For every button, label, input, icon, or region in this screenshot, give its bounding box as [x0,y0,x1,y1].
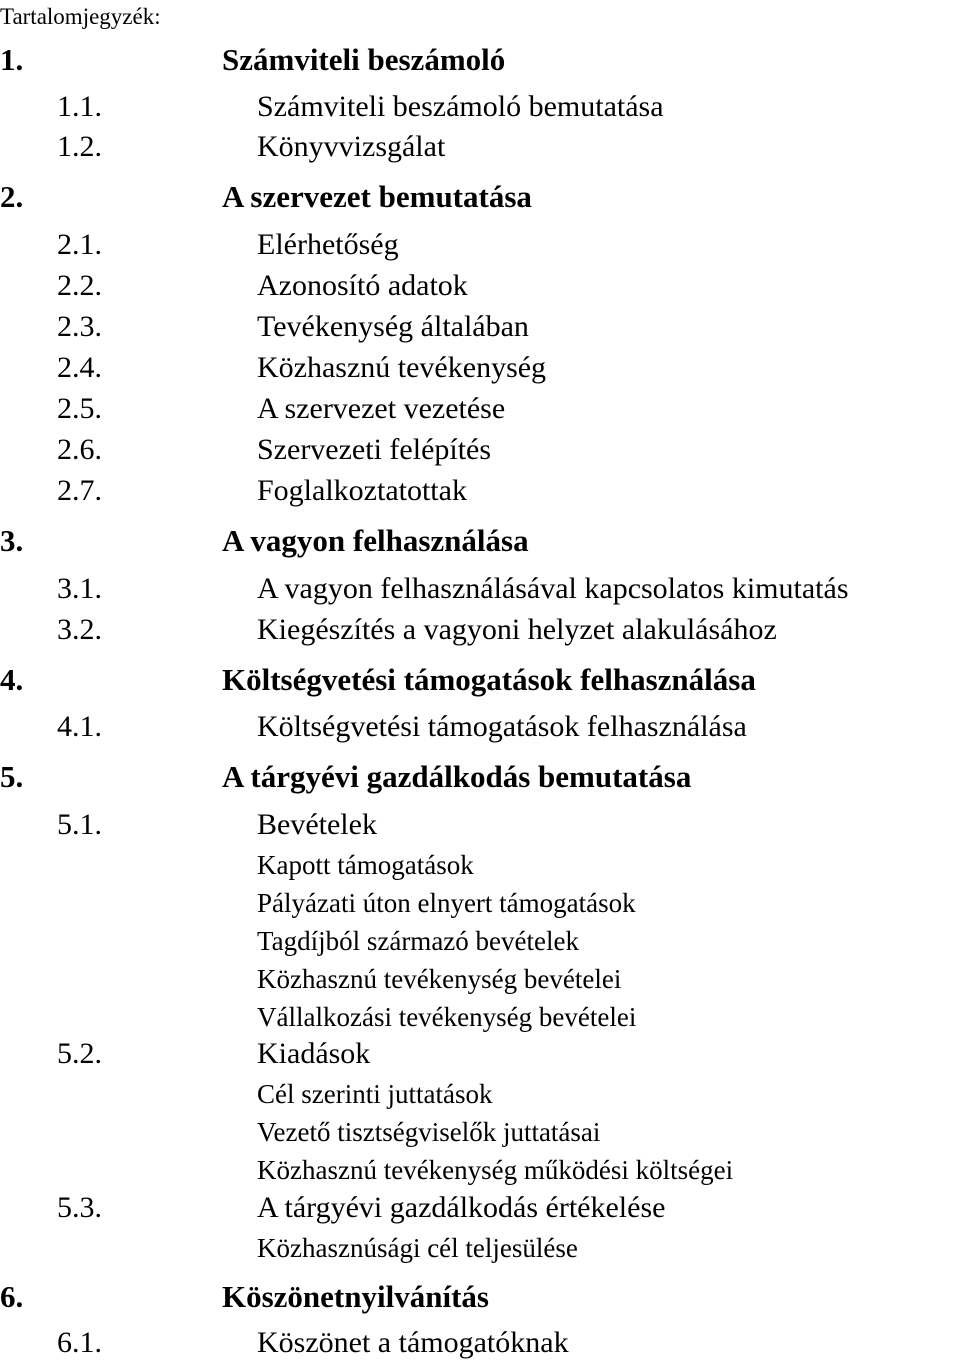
toc-entry-number: 5.2. [57,1037,102,1070]
toc-entry-number: 2.1. [57,228,102,261]
toc-entry-number: 2.5. [57,392,102,425]
toc-entry-number: 4.1. [57,710,102,743]
toc-entry-number: 4. [0,662,24,697]
toc-entry-number: 3.2. [57,613,102,646]
toc-entry-number: 2.7. [57,474,102,507]
toc-entry-number: 2.4. [57,351,102,384]
toc-entry-title: Kapott támogatások [257,850,474,880]
toc-entry-number: 6. [0,1279,24,1314]
toc-entry-title: A szervezet vezetése [257,392,506,425]
toc-entry-title: Költségvetési támogatások felhasználása [222,662,756,697]
toc-title: Tartalomjegyzék: [0,4,161,29]
toc-entry-number: 2.3. [57,310,102,343]
toc-entry-title: Költségvetési támogatások felhasználása [257,710,747,743]
toc-entry-title: Foglalkoztatottak [257,474,467,507]
toc-entry-number: 3.1. [57,572,102,605]
toc-entry-title: Cél szerinti juttatások [257,1079,493,1109]
toc-entry-title: Szervezeti felépítés [257,433,492,466]
toc-entry-title: Bevételek [257,808,377,841]
toc-entry-title: Kiadások [257,1037,371,1070]
toc-entry-title: Elérhetőség [257,228,399,261]
toc-entry-number: 5.3. [57,1191,102,1224]
toc-entry-title: A vagyon felhasználásával kapcsolatos kimutatás [257,572,849,605]
toc-entry-number: 1. [0,42,24,77]
toc-entry-title: A tárgyévi gazdálkodás értékelése [257,1191,666,1224]
toc-entry-number: 1.2. [57,130,102,163]
toc-entry-title: A szervezet bemutatása [222,179,532,214]
toc-entry-title: Számviteli beszámoló [222,42,506,77]
toc-entry-number: 5. [0,759,24,794]
toc-entry-number: 2. [0,179,24,214]
toc-entry-title: Számviteli beszámoló bemutatása [257,90,664,123]
toc-entry-title: Közhasznúsági cél teljesülése [257,1233,578,1263]
toc-entry-number: 3. [0,523,24,558]
toc-entry-title: Vállalkozási tevékenység bevételei [257,1002,637,1032]
toc-entry-title: A tárgyévi gazdálkodás bemutatása [222,759,692,794]
toc-entry-title: Kiegészítés a vagyoni helyzet alakulásához [257,613,777,646]
toc-entry-title: Vezető tisztségviselők juttatásai [257,1117,601,1147]
toc-entry-title: A vagyon felhasználása [222,523,529,558]
toc-entry-title: Közhasznú tevékenység [257,351,547,384]
toc-entry-title: Közhasznú tevékenység működési költségei [257,1155,734,1185]
toc-entry-title: Tevékenység általában [257,310,529,343]
toc-entry-number: 5.1. [57,808,102,841]
toc-entry-number: 2.2. [57,269,102,302]
toc-entry-title: Tagdíjból származó bevételek [257,926,579,956]
toc-entry-number: 2.6. [57,433,102,466]
toc-entry-title: Pályázati úton elnyert támogatások [257,888,636,918]
toc-entry-number: 6.1. [57,1326,102,1359]
toc-entry-number: 1.1. [57,90,102,123]
toc-entry-title: Köszönet a támogatóknak [257,1326,569,1359]
toc-entry-title: Közhasznú tevékenység bevételei [257,964,622,994]
toc-entry-title: Azonosító adatok [257,269,468,302]
toc-entry-title: Köszönetnyilvánítás [222,1279,489,1314]
toc-entry-title: Könyvvizsgálat [257,130,446,163]
